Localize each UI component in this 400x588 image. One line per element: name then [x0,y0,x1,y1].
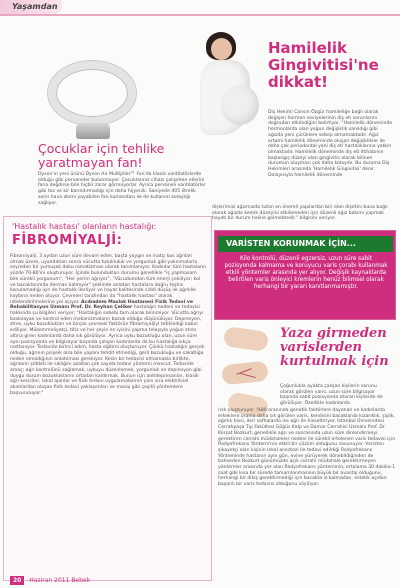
photo-bump [221,85,259,125]
section-tag [0,0,62,14]
fan-photo [18,55,158,145]
leg-shape [221,361,269,386]
varicose-article-body: risk oluşturuyor. %80 oranında genetik faktörlere dayanan ve kadınlarda erkeklere oranla daha sık görülen varis, kendisini bacaklarda kızarıklık, şişlik, ağırlık hissi, ileri safhalarda ise ağrı ile hissettiriyor. İstanbul Üniversitesi Cerrahpaşa Tıp Fakültesi Göğüs Kalp ve Damar Cerrahisi Uzmanı Prof. Dr. Korşat Bozkurt, genellikle ağrı ve sonrasında uzun süre dinlendirmeyi gerektiren cerrahi müdahaleler nedeni ile sürekli ertelenen varis tedavisi için Radyofrekans Yöntemi'nin etkili bir çözüm olduğunu savunuyor. Varisten şikayetçi olan kişinin lokal anestezi ile tedavi edildiği Radyofrekans Yönteminde hastanın aynı gün, evine yürüyerek dönebildiğinden de bahseden Bozkurt günümüzde açık cerrahi müdahale gerektirmeyen yöntemler arasında yer alan Radyofrekans yönteminin, ortalama 30 dakika-1 saat gibi kısa bir sürede tamamlanmasının büyük bir avantaj olduğunu, herhangi bir dikiş gerektirmediği için bacakta iz kalmadan, estetik açıdan başarılı bir varis tedavisi olduğunu söylüyor. [218,408,396,488]
section-title: Yaşamdan [12,2,58,11]
fibro-article-body: Fibromiyalji, 3 aydan uzun süre devam eden, başta yaygın ve inatçı kas ağrıları olmak üzere, uyandıktan sonra vücutta tutukluluk ve yorgunluk gibi yakınmalarla seyreden bir yumuşak doku romatizması olarak tanımlanıyor. Kadınlar tüm hastaların yüzde 70-80'ini oluşturuyor. İçinde bulundukları durumu genellikle "iş yapmasam bile sürekli yorgunum", "Her yerim ağrıyor", "Vücudumdan tüm enerji çekiliyor; kol ve bacaklarımda derman kalmıyor" şeklinde anlatan hastalara doğru teşhis konulamadığı için de hastalık ilerliyor ve hayat kalitesinde ciddi düşüş ile ağrılılık kaybına neden oluyor. Çevreleri tarafından da "hastalık hastası" olarak nitelendirilmelerine yol açıyor. [10,254,207,305]
header-rule [0,14,400,16]
pregnancy-article-body-cont: dişlerimizi ağzımızda tutan en önemli yapılardan biri olan dişetini buna bağlı olarak ağızda kemik düzeyini etkilemeden için düzenli ağız bakımı yapmak hayati bir durum haline gelmektedir." bilgisini veriyor. [212,205,388,222]
pregnancy-article-title: Hamilelik Gingivitisi'ne dikkat! [268,39,379,91]
pregnancy-article-body: Diş Hekimi Cansın Özgür hamileliğe bağlı olarak değişen hormon seviyelerinin diş eti sorunlarını doğrudan etkilediğini belirtiyor. "Hamilelik döneminde hormonlarda olan yoğun değişiklik sanıldığı gibi ağızda yeni çürüklere sebep olmamaktadır. Ağız ortamı hamilelik döneminde oluşan değişiklikler ile daha çok periodontal yani diş eti hastalıklarına yatkın olmaktadır. Hamilelik döneminde diş eti iltihabının başlangıç düzeyi olan gingivitis olarak bilinen durumun oluşması çok daha kolaydır. Bu duruma Diş Hekimleri arasında 'Hamilelik Gingivitisi' denir. Dolayısıyla hamilelik döneminde [268,110,393,178]
page-footer [10,576,90,585]
magazine-issue: Haziran 2011 Bebek [29,577,91,584]
varicose-article-title: Yaza girmeden varislerden kurtulmak için [280,326,389,369]
pregnant-woman-photo [195,30,270,135]
fibro-article-supertitle: 'Hastalık hastası' olanların hastalığı: [12,222,157,231]
page-number: 20 [10,576,24,585]
fibro-article-title: FİBROMİYALJİ: [12,233,123,248]
fan-article-body: Dyson'ın yeni ürünü Dyson Air Multiplier™ Fan'da klasik vantilatörlerde olduğu gibi pervaneler bulunmuyor. Çocuklarınız cihazı çalışırken ellerini fana değdirse bile hiçbir zarar görmüyorlar. Ayrıca pervanelı vantilatörler gibi toz ve kir barındırmadığı için daha hijyenik. Saniyede 405 litrelik serin hava akımı yayabilen fan kumandası ile de kullanım kolaylığı sağlıyor. [38,172,206,206]
varicose-prevention-title: VARİSTEN KORUNMAK İÇİN... [218,236,393,252]
fibro-article-text [10,254,206,397]
varicose-article-lead: Çoğunlukla ayakta çalışan kişilerin sorunu olarak görülen varis, uzun süre bilgisayar başında sabit pozisyonda oturan kişilerde de görülüyor. Özellikle kadınlarda [280,384,383,407]
leg-shape [223,326,269,352]
fan-ring [48,61,136,125]
fan-base [76,123,110,139]
varicose-prevention-body: Kilo kontrolü, düzenli egzersiz, uzun süre sabit pozisyonda kalmama ve koruyucu varis çorabı kullanmak etkili yöntemler arasında yer alıyor. Değişik kaynaklarda belirtilen varis önleyici kremlerin henüz bilimsel olarak herhangi bir yararı kanıtlanmamıştır. [224,256,388,290]
photo-face [211,38,232,60]
fibro-article-subhead: Acıbadem Maslak Hastanesi Fizik Tedavi ve Rehabilitasyon Uzmanı Prof. Dr. Reyhan Çeliker [10,299,194,311]
legs-photo [218,325,273,420]
fibro-article-body2: hastalığın nedeni ve tedavisi hakkında şu bilgileri veriyor: "Hastalığın sebebi tam olarak bilinmiyor. Vücutta ağrıyı baskılayan ve kontrol eden mekanizmaların bozuk olduğu düşünülüyor. Depresyon, stres, uyku bozuklukları ve birçok çevresel faktörün fibromiyaljiyi tetiklediği kabul ediliyor. Mükemmeliyetçi, titiz ve her şeyin en iyisini yapma telaşıyla yoğun stres altına giren kadınlarda daha sık görülüyor. Ayrıca uyku bozukluğu olan, uzun süre aynı pozisyonda ve bilgisayar başında çalışan kadınlarda da bu hastalığa sıkça rastlanıyor. Tedavide birinci adım, hasta eğitimi oluşturuyor. Çünkü hastalığın gerçek olduğu, ağrının psişeik olsa bile yapanı tehdit etmediği, geril bozukluğu ve sakatlığa neden olmadığının anlatılması gerekiyor. Kesin bir tedavisi olmamakla birlikte, ağrıların şiddeti ile sıklığını azaltan çok sayıda tedavi yöntemi mevcut. Tedavide amaç; ağrı kontrolünü sağlamak, uykuyu düzenlemek, yorgunluk ve depresyon gibi duygu durum bozukluklarını ortadan kaldırmak. Bunun için antidepresanlar, klasik ağrı kesiciler, lokal ajanlar ve fizik tedavi uygulamalarının yanı sıra elektriksel akımlardan oluşan fizik tedavi yaklaşımları ve masaj gibi çeşitli yöntemlere başvuruluyor." [10,305,205,396]
fan-article-title: Çocuklar için tehlike yaratmayan fan! [38,141,165,170]
